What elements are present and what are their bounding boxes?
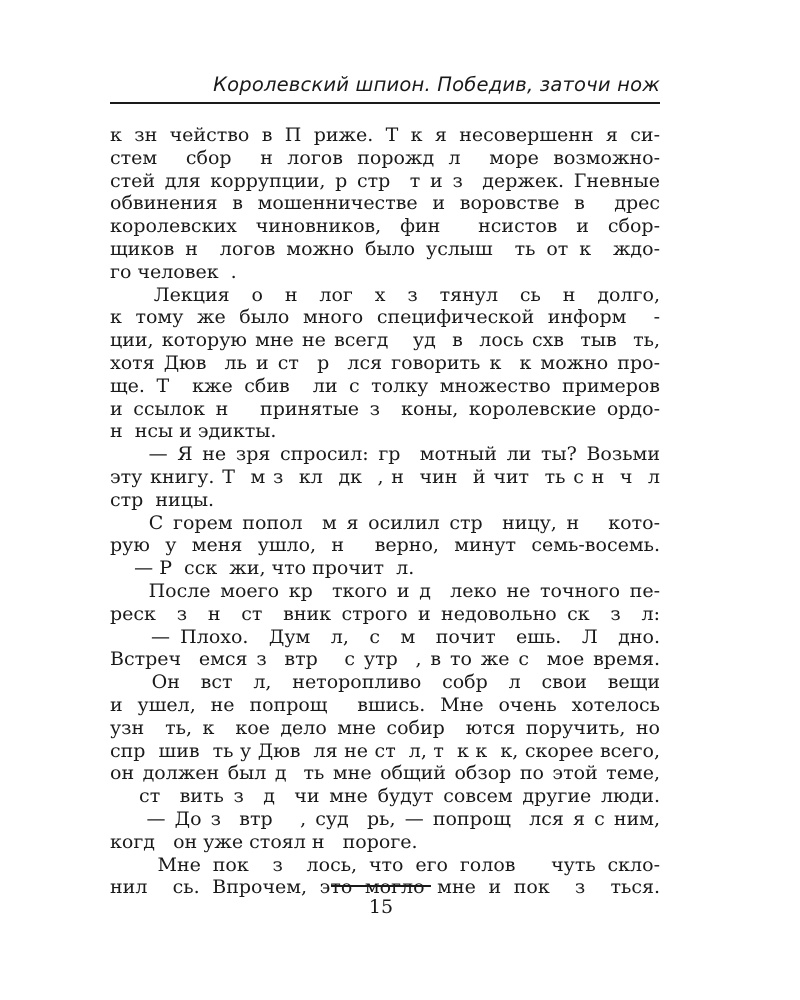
- text-line: нил сь. Впрочем, это могло мне и пок з ться.: [110, 876, 660, 899]
- text-line: и ушел, не попрощ вшись. Мне очень хотелось: [110, 693, 660, 716]
- text-line: и ссылок н принятые з коны, королевские ордо-: [110, 397, 660, 420]
- text-line: к тому же было много специфической информ -: [110, 306, 660, 329]
- text-line: когд он уже стоял н пороге.: [110, 830, 418, 853]
- text-line: Мне пок з лось, что его голов чуть скло-: [110, 853, 660, 876]
- text-line: эту книгу. Т м з кл дк , н чин й чит ть с н ч л: [110, 465, 660, 488]
- text-line: обвинения в мошенничестве и воровстве в дрес: [110, 192, 660, 215]
- text-line: щиков н логов можно было услыш ть от к ждо-: [110, 237, 660, 260]
- text-line: ще. Т кже сбив ли с толку множество примеров: [110, 374, 660, 397]
- text-line: королевских чиновников, фин нсистов и сбор-: [110, 215, 660, 238]
- text-line: Он вст л, неторопливо собр л свои вещи: [110, 671, 660, 694]
- text-line: После моего кр ткого и д леко не точного пе-: [110, 579, 660, 602]
- body-text: [110, 124, 660, 899]
- text-line: — Р сск жи, что прочит л.: [110, 557, 415, 580]
- text-line: ст вить з д чи мне будут совсем другие люди.: [110, 785, 660, 808]
- text-line: рую у меня ушло, н верно, минут семь-восемь.: [110, 534, 660, 557]
- text-line: — Плохо. Дум л, с м почит ешь. Л дно.: [110, 625, 660, 648]
- text-line: н нсы и эдикты.: [110, 420, 277, 443]
- text-line: к зн чейство в П риже. Т к я несовершенн я си-: [110, 124, 660, 146]
- text-line: — Я не зря спросил: гр мотный ли ты? Возьми: [110, 443, 660, 466]
- text-line: стр ницы.: [110, 488, 215, 511]
- text-line: он должен был д ть мне общий обзор по этой теме,: [110, 762, 660, 785]
- text-line: — До з втр , суд рь, — попрощ лся я с ним,: [110, 807, 660, 830]
- text-line: С горем попол м я осилил стр ницу, н кото-: [110, 511, 660, 534]
- text-line: стем сбор н логов порожд л море возможно-: [110, 146, 660, 169]
- running-header: Королевский шпион. Победив, заточи нож: [213, 73, 660, 96]
- header-rule: [110, 102, 660, 104]
- text-line: Лекция о н лог х з тянул сь н долго,: [110, 283, 660, 306]
- text-line: реск з н ст вник строго и недовольно ск з л:: [110, 602, 660, 625]
- text-line: Встреч емся з втр с утр , в то же с мое время.: [110, 648, 660, 671]
- text-line: хотя Дюв ль и ст р лся говорить к к можно про-: [110, 351, 660, 374]
- footer-rule: [331, 885, 431, 887]
- page-number: 15: [368, 896, 394, 918]
- text-line: ции, которую мне не всегд уд в лось схв тыв ть,: [110, 329, 660, 352]
- text-line: узн ть, к кое дело мне собир ются поручить, но: [110, 716, 660, 739]
- text-line: спр шив ть у Дюв ля не ст л, т к к к, скорее всего,: [110, 739, 660, 762]
- text-line: го человек .: [110, 260, 237, 283]
- text-line: стей для коррупции, р стр т и з держек. Гневные: [110, 169, 660, 192]
